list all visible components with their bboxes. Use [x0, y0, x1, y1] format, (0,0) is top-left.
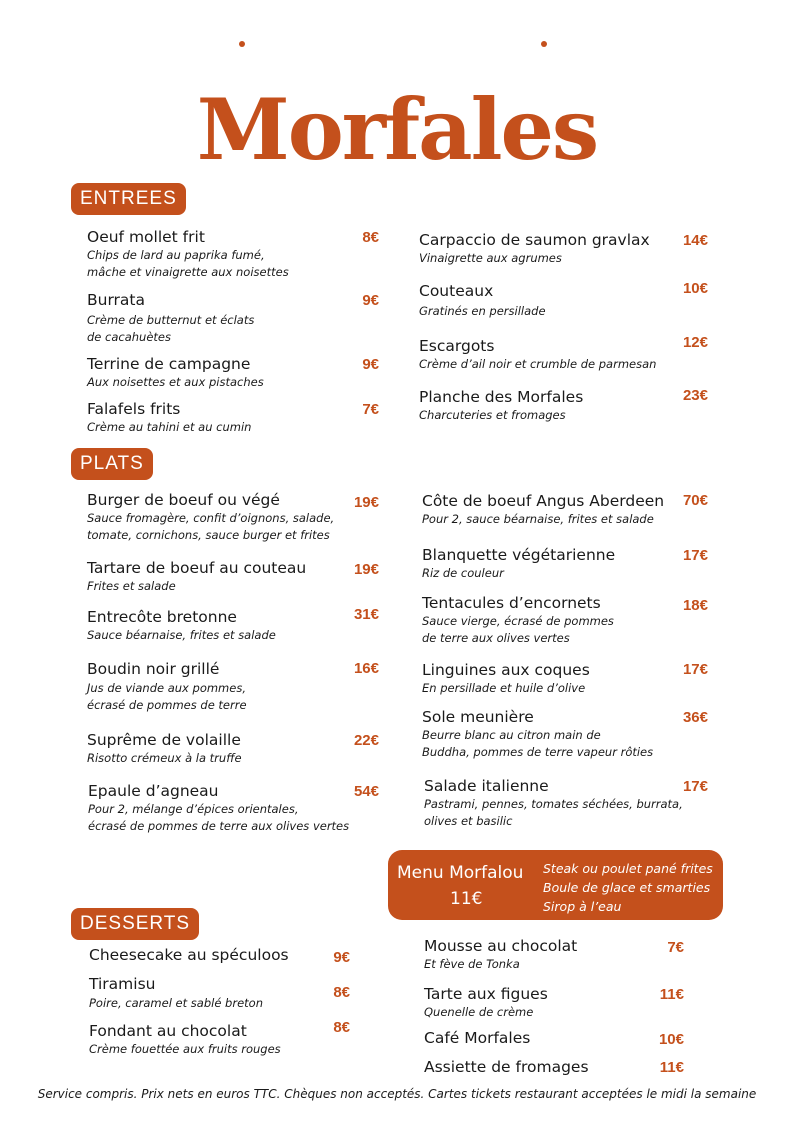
item-name: Escargots — [419, 337, 495, 355]
menu-item — [88, 782, 349, 835]
item-name: Tartare de boeuf au couteau — [87, 559, 307, 577]
item-desc: Sauce fromagère, confit d’oignons, salade, — [87, 511, 335, 525]
item-desc: Risotto crémeux à la truffe — [87, 751, 242, 765]
item-desc: En persillade et huile d’olive — [422, 681, 586, 695]
item-name: Blanquette végétarienne — [422, 546, 616, 564]
item-desc: Vinaigrette aux agrumes — [419, 251, 562, 265]
menu-item — [87, 355, 264, 391]
menu-item — [422, 492, 664, 528]
menu-item — [87, 228, 289, 281]
item-name: Planche des Morfales — [419, 388, 584, 406]
item-desc: olives et basilic — [424, 814, 513, 828]
item-desc: Riz de couleur — [422, 566, 504, 580]
item-name: Terrine de campagne — [87, 355, 251, 373]
item-desc: Sauce vierge, écrasé de pommes — [422, 614, 614, 628]
item-name: Tentacules d’encornets — [422, 594, 601, 612]
item-price: 17€ — [682, 661, 708, 678]
menu-item — [419, 337, 656, 373]
item-name: Falafels frits — [87, 400, 181, 418]
item-name: Côte de boeuf Angus Aberdeen — [422, 492, 665, 510]
item-price: 70€ — [682, 492, 708, 509]
menu-item — [87, 400, 251, 436]
item-desc: mâche et vinaigrette aux noisettes — [87, 265, 289, 279]
item-price: 9€ — [362, 356, 379, 373]
item-price: 12€ — [682, 334, 708, 351]
item-price: 7€ — [667, 939, 684, 956]
menu-morfalou-line: Steak ou poulet pané frites — [543, 861, 713, 876]
menu-item — [87, 660, 247, 714]
item-price: 9€ — [333, 949, 350, 966]
menu-morfalou-line: Sirop à l’eau — [543, 899, 622, 914]
item-price: 11€ — [659, 1059, 684, 1076]
item-price: 18€ — [682, 597, 708, 614]
menu-morfalou-price: 11€ — [450, 889, 483, 909]
item-name: Mousse au chocolat — [424, 937, 578, 955]
item-desc: écrasé de pommes de terre — [87, 698, 247, 712]
item-desc: de terre aux olives vertes — [422, 631, 570, 645]
menu-morfalou-box — [388, 850, 723, 920]
item-name: Oeuf mollet frit — [87, 228, 205, 246]
section-badge-desserts: DESSERTS — [71, 908, 199, 940]
item-name: Assiette de fromages — [424, 1058, 589, 1076]
item-name: Linguines aux coques — [422, 661, 590, 679]
menu-item — [89, 1022, 281, 1058]
item-name: Tarte aux figues — [424, 985, 548, 1003]
menu-item — [424, 1029, 530, 1048]
item-desc: Pastrami, pennes, tomates séchées, burrata, — [424, 797, 683, 811]
menu-item — [87, 608, 276, 644]
item-price: 17€ — [682, 778, 708, 795]
menu-item — [422, 661, 590, 697]
item-price: 31€ — [353, 606, 379, 623]
item-desc: tomate, cornichons, sauce burger et frites — [87, 528, 330, 542]
item-name: Boudin noir grillé — [87, 660, 220, 678]
item-desc: Crème de butternut et éclats — [87, 313, 255, 327]
item-price: 10€ — [682, 280, 708, 297]
item-desc: Crème fouettée aux fruits rouges — [89, 1042, 281, 1056]
menu-item — [419, 388, 583, 424]
menu-item — [89, 975, 263, 1012]
item-price: 8€ — [333, 984, 350, 1001]
item-desc: Charcuteries et fromages — [419, 408, 566, 422]
item-name: Epaule d’agneau — [88, 782, 219, 800]
menu-morfalou-name: Menu Morfalou — [397, 863, 524, 883]
item-name: Burger de boeuf ou végé — [87, 491, 280, 509]
item-desc: Pour 2, sauce béarnaise, frites et salade — [422, 512, 654, 526]
menu-item — [419, 231, 650, 267]
item-price: 8€ — [333, 1019, 350, 1036]
item-price: 10€ — [658, 1031, 684, 1048]
item-name: Fondant au chocolat — [89, 1022, 247, 1040]
item-name: Carpaccio de saumon gravlax — [419, 231, 650, 249]
item-desc: Pour 2, mélange d’épices orientales, — [88, 802, 299, 816]
menu-item — [422, 708, 653, 761]
item-price: 19€ — [353, 494, 379, 511]
item-price: 7€ — [362, 401, 379, 418]
item-name: Entrecôte bretonne — [87, 608, 237, 626]
item-name: Salade italienne — [424, 777, 549, 795]
menu-item — [87, 731, 242, 767]
item-price: 11€ — [659, 986, 684, 1003]
item-name: Cheesecake au spéculoos — [89, 946, 289, 964]
item-desc: Crème au tahini et au cumin — [87, 420, 252, 434]
item-desc: Aux noisettes et aux pistaches — [87, 375, 264, 389]
item-price: 8€ — [362, 229, 379, 246]
item-desc: Crème d’ail noir et crumble de parmesan — [419, 357, 657, 371]
menu-item — [424, 937, 577, 973]
item-desc: Gratinés en persillade — [419, 304, 546, 318]
item-desc: Jus de viande aux pommes, — [87, 681, 246, 695]
menu-item — [424, 777, 683, 830]
menu-morfalou-line: Boule de glace et smarties — [543, 880, 711, 895]
item-desc: écrasé de pommes de terre aux olives vertes — [88, 819, 350, 833]
page-title: Morfales — [196, 80, 598, 179]
item-price: 14€ — [682, 232, 708, 249]
item-desc: Sauce béarnaise, frites et salade — [87, 628, 276, 642]
item-price: 36€ — [682, 709, 708, 726]
item-name: Burrata — [87, 291, 146, 309]
item-desc: Frites et salade — [87, 579, 176, 593]
menu-item — [89, 946, 289, 965]
decor-dot-right — [541, 41, 547, 47]
item-desc: de cacahuètes — [87, 330, 171, 344]
item-name: Sole meunière — [422, 708, 534, 726]
menu-item — [87, 291, 254, 346]
item-price: 54€ — [353, 783, 379, 800]
item-price: 17€ — [682, 547, 708, 564]
item-desc: Buddha, pommes de terre vapeur rôties — [422, 745, 654, 759]
item-name: Suprême de volaille — [87, 731, 241, 749]
item-price: 23€ — [682, 387, 708, 404]
item-price: 9€ — [362, 292, 379, 309]
item-desc: Beurre blanc au citron main de — [422, 728, 601, 742]
item-name: Café Morfales — [424, 1029, 531, 1047]
item-price: 22€ — [353, 732, 379, 749]
section-badge-entrees: ENTREES — [71, 183, 186, 215]
menu-item — [424, 1058, 589, 1077]
footer-note: Service compris. Prix nets en euros TTC. Chèques non acceptés. Cartes tickets restaurant acceptées le midi la semaine — [37, 1087, 757, 1101]
menu-item — [424, 985, 548, 1021]
menu-item — [87, 559, 306, 595]
item-price: 16€ — [353, 660, 379, 677]
item-price: 19€ — [353, 561, 379, 578]
menu-item — [87, 491, 334, 544]
decor-dot-left — [239, 41, 245, 47]
menu-item — [419, 282, 546, 320]
section-badge-plats: PLATS — [71, 448, 153, 480]
item-desc: Chips de lard au paprika fumé, — [87, 248, 265, 262]
menu-item — [422, 594, 614, 647]
item-desc: Et fève de Tonka — [424, 957, 520, 971]
item-name: Tiramisu — [89, 975, 156, 993]
item-desc: Quenelle de crème — [424, 1005, 534, 1019]
item-desc: Poire, caramel et sablé breton — [89, 996, 263, 1010]
menu-item — [422, 546, 615, 582]
item-name: Couteaux — [419, 282, 494, 300]
